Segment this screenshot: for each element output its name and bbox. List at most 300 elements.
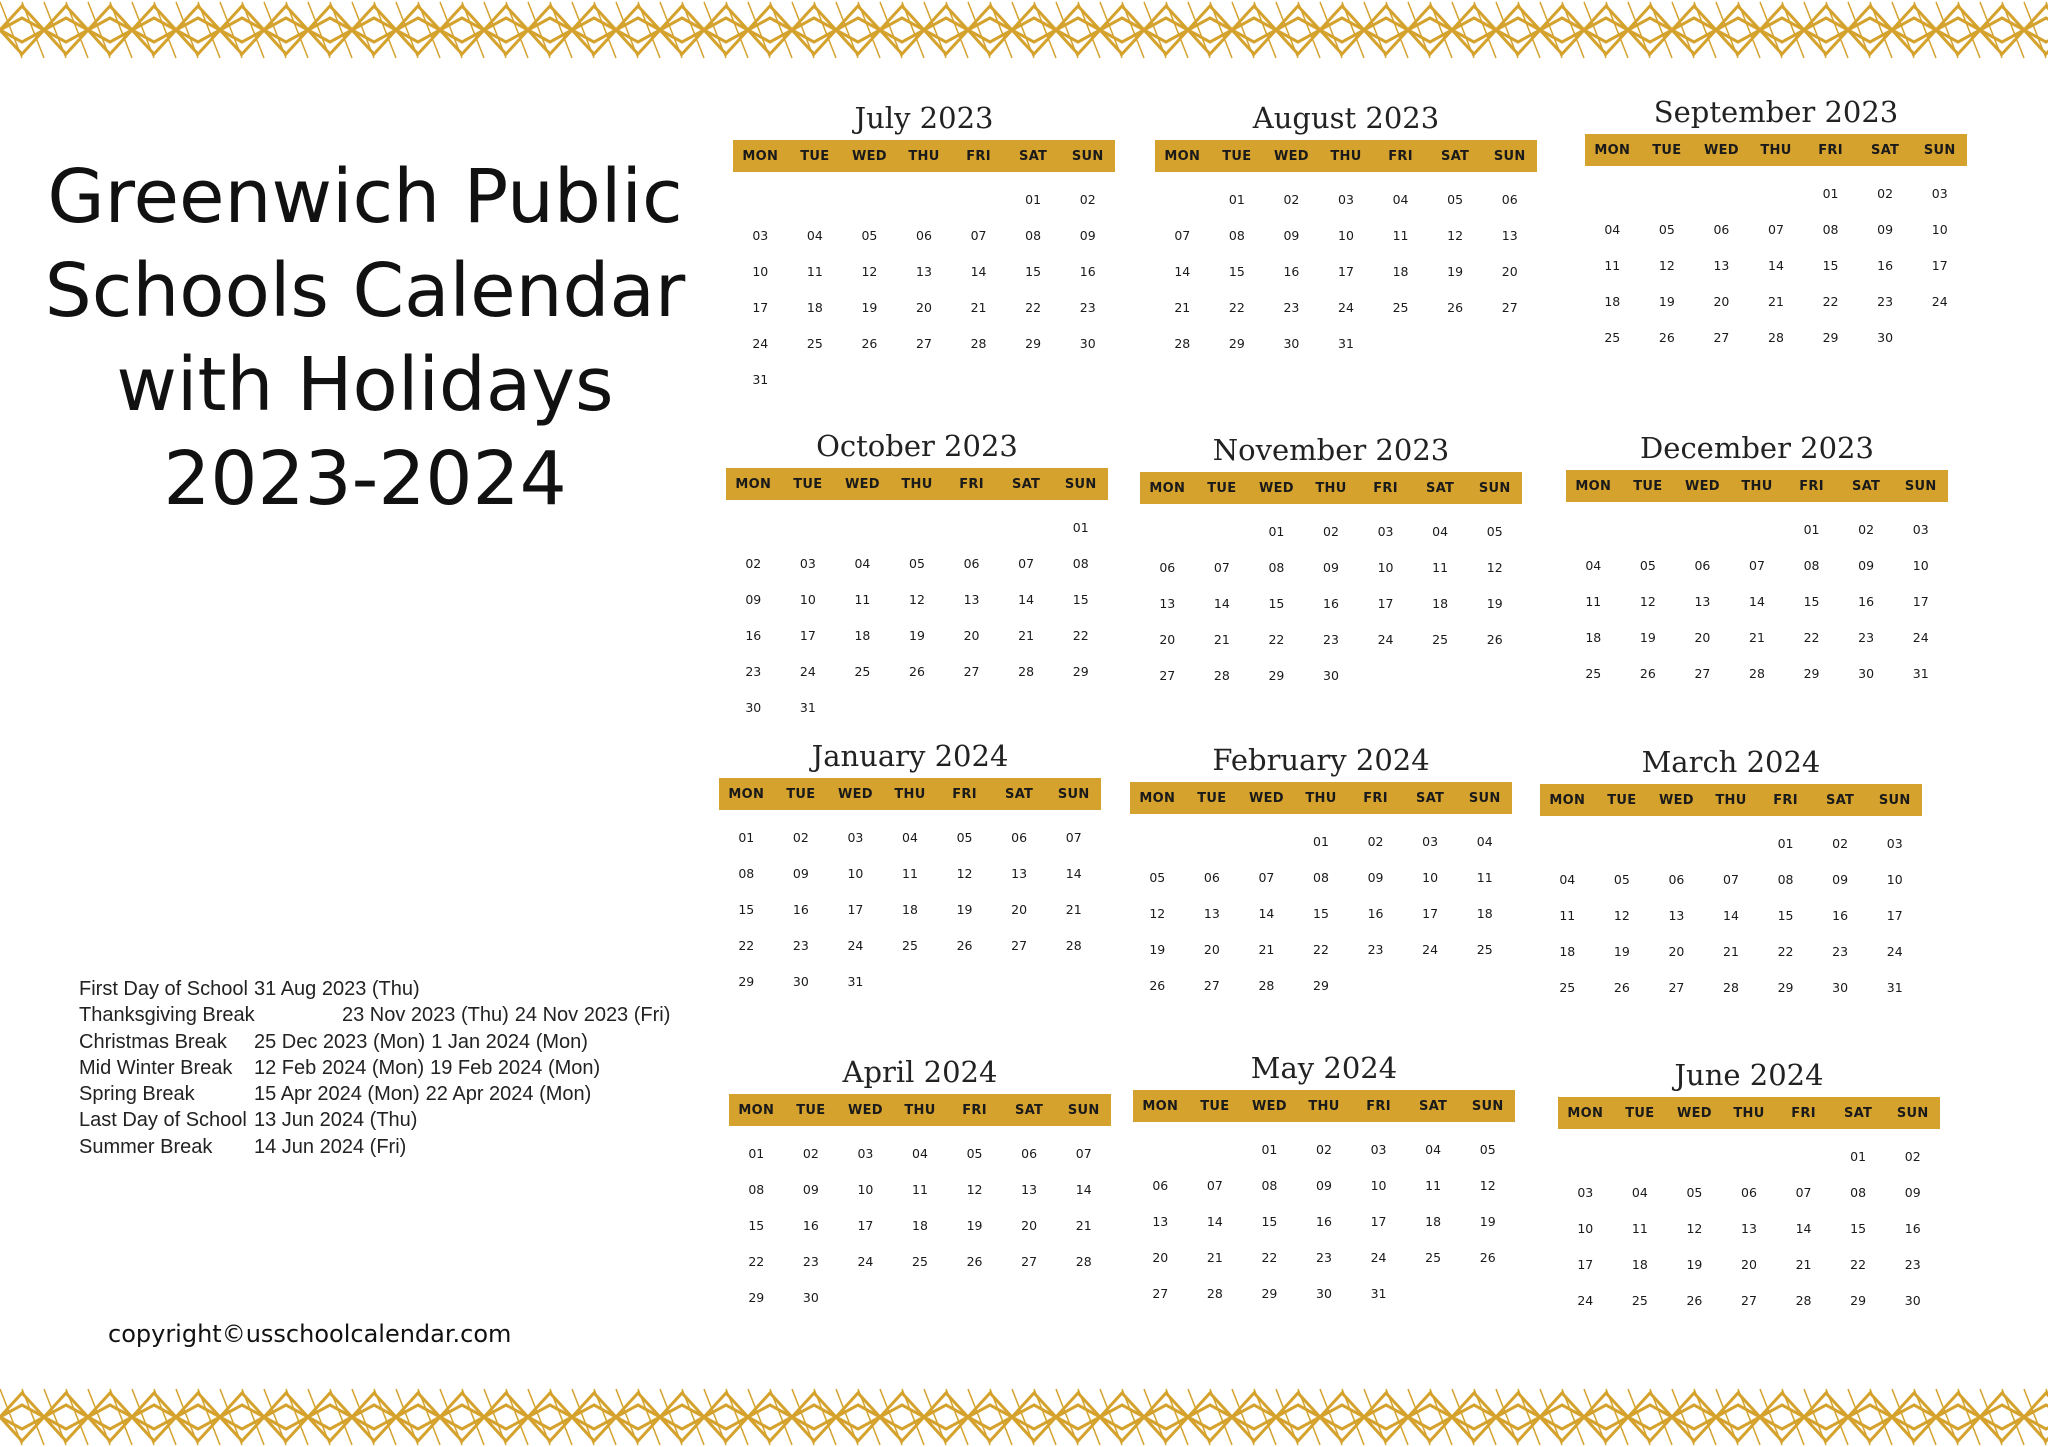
empty-cell: [890, 510, 945, 546]
date-cell: 10: [1886, 872, 1903, 887]
date-cell: 20: [1501, 264, 1518, 279]
date-cell: 29: [1850, 1293, 1867, 1308]
date-cell: 13: [1741, 1221, 1757, 1236]
weekday-label: THU: [901, 476, 933, 492]
weekday-label: FRI: [1799, 478, 1824, 494]
lattice-diamond: [704, 6, 748, 54]
date-cell: 11: [1559, 908, 1576, 923]
date-cell: 14: [1795, 1221, 1812, 1236]
date-cell: 18: [806, 300, 823, 315]
lattice-diamond: [352, 6, 396, 54]
date-cell: 30: [1079, 336, 1096, 351]
weekday-label: FRI: [959, 476, 984, 492]
month-title: November 2023: [1212, 433, 1450, 467]
month-title: May 2024: [1250, 1051, 1398, 1085]
lattice-diamond: [1056, 1393, 1100, 1441]
month-calendar: [1566, 426, 1948, 692]
date-cell: 09: [1323, 560, 1339, 575]
lattice-diamond: [1100, 1393, 1144, 1441]
date-cell: 28: [1723, 980, 1739, 995]
empty-cell: [1566, 512, 1621, 548]
date-cell: 25: [854, 664, 871, 679]
date-cell: 11: [902, 866, 918, 881]
empty-cell: [1595, 826, 1650, 862]
weekday-label: SUN: [1057, 786, 1090, 802]
date-cell: 24: [1370, 1250, 1387, 1265]
weekday-label: THU: [1733, 1105, 1765, 1121]
weekday-label: THU: [908, 148, 940, 164]
date-cell: 13: [1203, 906, 1220, 921]
month-title: October 2023: [816, 429, 1018, 463]
date-cell: 10: [1422, 870, 1439, 885]
date-cell: 31: [752, 372, 769, 387]
date-cell: 18: [1585, 630, 1602, 645]
lattice-diamond: [1672, 6, 1716, 54]
lattice-diamond: [1232, 6, 1276, 54]
date-cell: 25: [1631, 1293, 1648, 1308]
date-cell: 19: [909, 628, 925, 643]
date-cell: 09: [1316, 1178, 1332, 1193]
date-cell: 23: [745, 664, 762, 679]
date-grid: [733, 172, 1115, 398]
weekday-label: TUE: [796, 1102, 826, 1118]
date-cell: 03: [1912, 522, 1929, 537]
lattice-diamond: [1408, 1393, 1452, 1441]
date-cell: 12: [1658, 258, 1675, 273]
date-cell: 20: [916, 300, 932, 315]
date-cell: 27: [963, 664, 980, 679]
weekday-label: WED: [851, 148, 887, 164]
date-cell: 12: [1639, 594, 1656, 609]
weekday-label: MON: [1142, 1098, 1179, 1114]
date-cell: 07: [1213, 560, 1230, 575]
date-cell: 02: [745, 556, 762, 571]
date-cell: 10: [1912, 558, 1929, 573]
weekday-header: [1558, 1097, 1940, 1129]
date-cell: 05: [1686, 1185, 1703, 1200]
date-cell: 16: [1877, 258, 1894, 273]
date-cell: 18: [1559, 944, 1576, 959]
weekday-label: WED: [837, 786, 873, 802]
weekday-header: [726, 468, 1108, 500]
weekday-label: MON: [1549, 792, 1586, 808]
holiday-start-date: 31 Aug 2023 (Thu): [254, 978, 420, 1000]
date-cell: 05: [1479, 1142, 1496, 1157]
date-cell: 30: [1877, 330, 1894, 345]
weekday-label: MON: [1164, 148, 1201, 164]
empty-cell: [1640, 176, 1695, 212]
month-calendar: [733, 96, 1115, 398]
weekday-label: THU: [1760, 142, 1792, 158]
date-cell: 29: [1261, 1286, 1278, 1301]
date-cell: 18: [1631, 1257, 1648, 1272]
lattice-diamond: [0, 1393, 44, 1441]
bottom-decorative-border: [0, 1387, 2048, 1447]
holiday-name: Summer Break: [79, 1135, 213, 1158]
date-cell: 06: [1152, 1178, 1169, 1193]
date-cell: 15: [1228, 264, 1245, 279]
date-cell: 03: [857, 1146, 874, 1161]
date-cell: 22: [1228, 300, 1245, 315]
date-grid: [1566, 502, 1948, 692]
date-cell: 16: [792, 902, 809, 917]
lattice-diamond: [1496, 1393, 1540, 1441]
date-cell: 23: [802, 1254, 819, 1269]
lattice-diamond: [1276, 1393, 1320, 1441]
date-cell: 03: [1338, 192, 1354, 207]
date-cell: 14: [1065, 866, 1082, 881]
date-cell: 08: [1313, 870, 1329, 885]
lattice-diamond: [1848, 6, 1892, 54]
date-cell: 21: [1206, 1250, 1223, 1265]
date-cell: 22: [1261, 1250, 1278, 1265]
weekday-label: MON: [1575, 478, 1612, 494]
date-cell: 02: [1904, 1149, 1921, 1164]
date-cell: 28: [1206, 1286, 1223, 1301]
holiday-row: [79, 1055, 719, 1081]
lattice-diamond: [220, 6, 264, 54]
date-cell: 11: [1476, 870, 1493, 885]
date-cell: 16: [1283, 264, 1300, 279]
lattice-diamond: [748, 1393, 792, 1441]
date-cell: 29: [738, 974, 755, 989]
weekday-label: WED: [1248, 790, 1284, 806]
lattice-diamond: [1804, 1393, 1848, 1441]
date-cell: 29: [1268, 668, 1285, 683]
date-cell: 17: [1912, 594, 1929, 609]
weekday-label: TUE: [1607, 792, 1637, 808]
holiday-row: [79, 1081, 719, 1107]
holiday-start-date: 23 Nov 2023 (Thu): [342, 1004, 509, 1027]
weekday-label: TUE: [1200, 1098, 1230, 1114]
weekday-header: [729, 1094, 1111, 1126]
lattice-diamond: [1056, 6, 1100, 54]
month-calendar: [729, 1050, 1111, 1316]
weekday-label: SAT: [1441, 148, 1470, 164]
weekday-label: THU: [1315, 480, 1347, 496]
date-cell: 03: [799, 556, 816, 571]
date-cell: 30: [1904, 1293, 1921, 1308]
date-cell: 19: [1486, 596, 1503, 611]
weekday-label: WED: [844, 476, 880, 492]
lattice-diamond: [1980, 1393, 2024, 1441]
date-cell: 22: [1803, 630, 1820, 645]
date-cell: 26: [1639, 666, 1656, 681]
date-cell: 10: [847, 866, 864, 881]
lattice-diamond: [176, 6, 220, 54]
date-cell: 21: [970, 300, 987, 315]
date-cell: 18: [1392, 264, 1409, 279]
date-cell: 11: [912, 1182, 928, 1197]
weekday-label: SAT: [1012, 476, 1041, 492]
lattice-diamond: [1760, 6, 1804, 54]
date-cell: 17: [1338, 264, 1354, 279]
date-grid: [729, 1126, 1111, 1316]
date-cell: 26: [966, 1254, 983, 1269]
date-cell: 30: [1832, 980, 1849, 995]
date-cell: 22: [1777, 944, 1794, 959]
weekday-label: TUE: [793, 476, 823, 492]
date-cell: 08: [1268, 560, 1285, 575]
lattice-diamond: [528, 6, 572, 54]
lattice-diamond: [1364, 6, 1408, 54]
lattice-diamond: [2024, 1405, 2048, 1429]
date-cell: 23: [1877, 294, 1894, 309]
holiday-end-date: 1 Jan 2024 (Mon): [431, 1030, 588, 1053]
date-grid: [1155, 172, 1537, 362]
date-cell: 23: [1904, 1257, 1921, 1272]
lattice-diamond: [1188, 6, 1232, 54]
weekday-header: [1133, 1090, 1515, 1122]
date-cell: 30: [802, 1290, 819, 1305]
lattice-diamond: [1408, 6, 1452, 54]
date-cell: 08: [1777, 872, 1794, 887]
date-cell: 16: [1316, 1214, 1332, 1229]
weekday-label: WED: [1684, 478, 1720, 494]
date-cell: 15: [1313, 906, 1329, 921]
weekday-label: SUN: [1493, 148, 1526, 164]
date-cell: 05: [1486, 524, 1503, 539]
lattice-diamond: [264, 6, 308, 54]
weekday-header: [1130, 782, 1512, 814]
date-cell: 30: [1283, 336, 1300, 351]
lattice-diamond: [836, 1393, 880, 1441]
lattice-diamond: [440, 6, 484, 54]
date-cell: 27: [1741, 1293, 1757, 1308]
weekday-label: FRI: [952, 786, 977, 802]
date-cell: 03: [847, 830, 864, 845]
date-cell: 27: [1668, 980, 1685, 995]
date-cell: 27: [1152, 1286, 1169, 1301]
date-cell: 03: [1577, 1185, 1594, 1200]
date-cell: 21: [1258, 942, 1275, 957]
weekday-label: SUN: [1478, 480, 1511, 496]
date-cell: 26: [1479, 1250, 1496, 1265]
date-cell: 15: [1268, 596, 1285, 611]
date-grid: [1130, 814, 1512, 1004]
date-cell: 19: [1686, 1257, 1703, 1272]
weekday-label: FRI: [1366, 1098, 1391, 1114]
weekday-label: TUE: [1652, 142, 1682, 158]
date-cell: 18: [902, 902, 918, 917]
weekday-header: [1585, 134, 1967, 166]
page-title: [40, 150, 690, 526]
date-cell: 24: [1912, 630, 1929, 645]
date-cell: 27: [1011, 938, 1028, 953]
date-cell: 28: [1258, 978, 1275, 993]
date-cell: 21: [1749, 630, 1765, 645]
lattice-diamond: [748, 6, 792, 54]
lattice-diamond: [176, 1393, 220, 1441]
date-cell: 04: [1559, 872, 1576, 887]
date-cell: 26: [1486, 632, 1503, 647]
lattice-diamond: [1452, 1393, 1496, 1441]
date-cell: 29: [1313, 978, 1329, 993]
weekday-label: MON: [1139, 790, 1176, 806]
date-cell: 31: [1370, 1286, 1387, 1301]
empty-cell: [788, 182, 843, 218]
title-line: Schools Calendar: [44, 248, 686, 334]
date-cell: 17: [752, 300, 769, 315]
date-cell: 02: [1858, 522, 1875, 537]
date-cell: 04: [1604, 222, 1621, 237]
date-cell: 29: [1822, 330, 1839, 345]
date-cell: 24: [1931, 294, 1948, 309]
weekday-label: SUN: [1067, 1102, 1100, 1118]
empty-cell: [1675, 512, 1730, 548]
date-cell: 19: [1447, 264, 1464, 279]
date-cell: 19: [966, 1218, 983, 1233]
date-cell: 16: [1904, 1221, 1921, 1236]
date-cell: 03: [1931, 186, 1948, 201]
weekday-label: WED: [847, 1102, 883, 1118]
empty-cell: [1649, 826, 1704, 862]
date-cell: 25: [1559, 980, 1576, 995]
weekday-label: SUN: [1064, 476, 1097, 492]
lattice-diamond: [1980, 6, 2024, 54]
date-cell: 12: [1149, 906, 1166, 921]
date-cell: 09: [792, 866, 809, 881]
date-cell: 16: [1323, 596, 1339, 611]
date-cell: 05: [1149, 870, 1166, 885]
date-cell: 22: [1850, 1257, 1867, 1272]
date-cell: 20: [1713, 294, 1730, 309]
date-cell: 21: [1723, 944, 1739, 959]
lattice-diamond: [968, 1393, 1012, 1441]
date-cell: 06: [1159, 560, 1176, 575]
empty-cell: [1558, 1139, 1613, 1175]
date-cell: 28: [1174, 336, 1191, 351]
date-cell: 15: [1261, 1214, 1278, 1229]
weekday-label: TUE: [800, 148, 830, 164]
date-cell: 02: [1283, 192, 1300, 207]
lattice-diamond: [572, 1393, 616, 1441]
date-cell: 02: [1079, 192, 1096, 207]
date-cell: 09: [1079, 228, 1096, 243]
date-cell: 07: [970, 228, 987, 243]
date-grid: [1585, 166, 1967, 356]
date-cell: 20: [1021, 1218, 1038, 1233]
date-cell: 15: [748, 1218, 765, 1233]
lattice-diamond: [880, 1393, 924, 1441]
empty-cell: [1133, 1132, 1188, 1168]
date-cell: 09: [1877, 222, 1894, 237]
date-cell: 04: [806, 228, 823, 243]
empty-cell: [1188, 1132, 1243, 1168]
lattice-diamond: [924, 6, 968, 54]
date-cell: 06: [1501, 192, 1518, 207]
date-cell: 07: [1206, 1178, 1223, 1193]
holiday-name: First Day of School: [79, 978, 248, 1000]
date-cell: 24: [847, 938, 864, 953]
weekday-label: MON: [738, 1102, 775, 1118]
date-cell: 04: [854, 556, 871, 571]
date-cell: 29: [1072, 664, 1089, 679]
date-cell: 04: [1425, 1142, 1442, 1157]
weekday-label: WED: [1676, 1105, 1712, 1121]
date-cell: 20: [1741, 1257, 1757, 1272]
holiday-start-date: 15 Apr 2024 (Mon): [254, 1083, 420, 1106]
date-cell: 01: [738, 830, 755, 845]
date-cell: 02: [1367, 834, 1384, 849]
lattice-diamond: [968, 6, 1012, 54]
date-cell: 06: [1011, 830, 1028, 845]
date-cell: 11: [806, 264, 823, 279]
lattice-diamond: [44, 1393, 88, 1441]
lattice-diamond: [1276, 6, 1320, 54]
weekday-label: SUN: [1904, 478, 1937, 494]
holiday-start-date: 14 Jun 2024 (Fri): [254, 1135, 407, 1158]
date-cell: 17: [1370, 1214, 1387, 1229]
weekday-label: MON: [1567, 1105, 1604, 1121]
date-cell: 19: [1658, 294, 1675, 309]
month-title: April 2024: [842, 1055, 998, 1089]
date-cell: 19: [1149, 942, 1166, 957]
weekday-label: FRI: [1791, 1105, 1816, 1121]
weekday-label: THU: [1308, 1098, 1340, 1114]
date-cell: 26: [1658, 330, 1675, 345]
date-cell: 02: [1316, 1142, 1332, 1157]
empty-cell: [1621, 512, 1676, 548]
date-cell: 17: [1931, 258, 1948, 273]
date-cell: 18: [1432, 596, 1449, 611]
weekday-label: MON: [735, 476, 772, 492]
date-cell: 05: [1658, 222, 1675, 237]
holiday-end-date: 22 Apr 2024 (Mon): [425, 1083, 592, 1106]
holiday-row: [79, 1107, 719, 1133]
weekday-label: SAT: [1015, 1102, 1044, 1118]
weekday-label: SAT: [1419, 1098, 1448, 1114]
date-cell: 23: [1079, 300, 1096, 315]
date-cell: 20: [1203, 942, 1220, 957]
weekday-header: [1540, 784, 1922, 816]
date-cell: 22: [1025, 300, 1042, 315]
holiday-start-date: 12 Feb 2024 (Mon): [254, 1056, 425, 1079]
lattice-diamond: [1320, 6, 1364, 54]
date-cell: 02: [1877, 186, 1894, 201]
weekday-label: SUN: [1071, 148, 1104, 164]
lattice-diamond: [528, 1393, 572, 1441]
weekday-label: SAT: [1826, 792, 1855, 808]
empty-cell: [1195, 514, 1250, 550]
lattice-diamond: [924, 1393, 968, 1441]
date-cell: 20: [1159, 632, 1176, 647]
date-cell: 13: [1713, 258, 1730, 273]
weekday-label: SAT: [1019, 148, 1048, 164]
date-cell: 14: [1075, 1182, 1092, 1197]
date-cell: 09: [745, 592, 762, 607]
empty-cell: [1694, 176, 1749, 212]
date-cell: 04: [1392, 192, 1409, 207]
date-cell: 31: [799, 700, 816, 715]
date-cell: 18: [854, 628, 871, 643]
lattice-diamond: [1892, 6, 1936, 54]
date-cell: 29: [1803, 666, 1820, 681]
date-cell: 16: [745, 628, 762, 643]
date-cell: 03: [1377, 524, 1394, 539]
date-cell: 28: [1065, 938, 1082, 953]
copyright-text: copyright©usschoolcalendar.com: [108, 1320, 512, 1348]
lattice-diamond: [792, 6, 836, 54]
date-cell: 05: [956, 830, 973, 845]
date-cell: 04: [912, 1146, 928, 1161]
month-calendar: [1558, 1053, 1940, 1319]
lattice-diamond: [88, 1393, 132, 1441]
weekday-label: SAT: [1844, 1105, 1873, 1121]
holiday-start-date: 25 Dec 2023 (Mon): [254, 1030, 426, 1053]
lattice-diamond: [1496, 6, 1540, 54]
date-cell: 14: [1258, 906, 1275, 921]
